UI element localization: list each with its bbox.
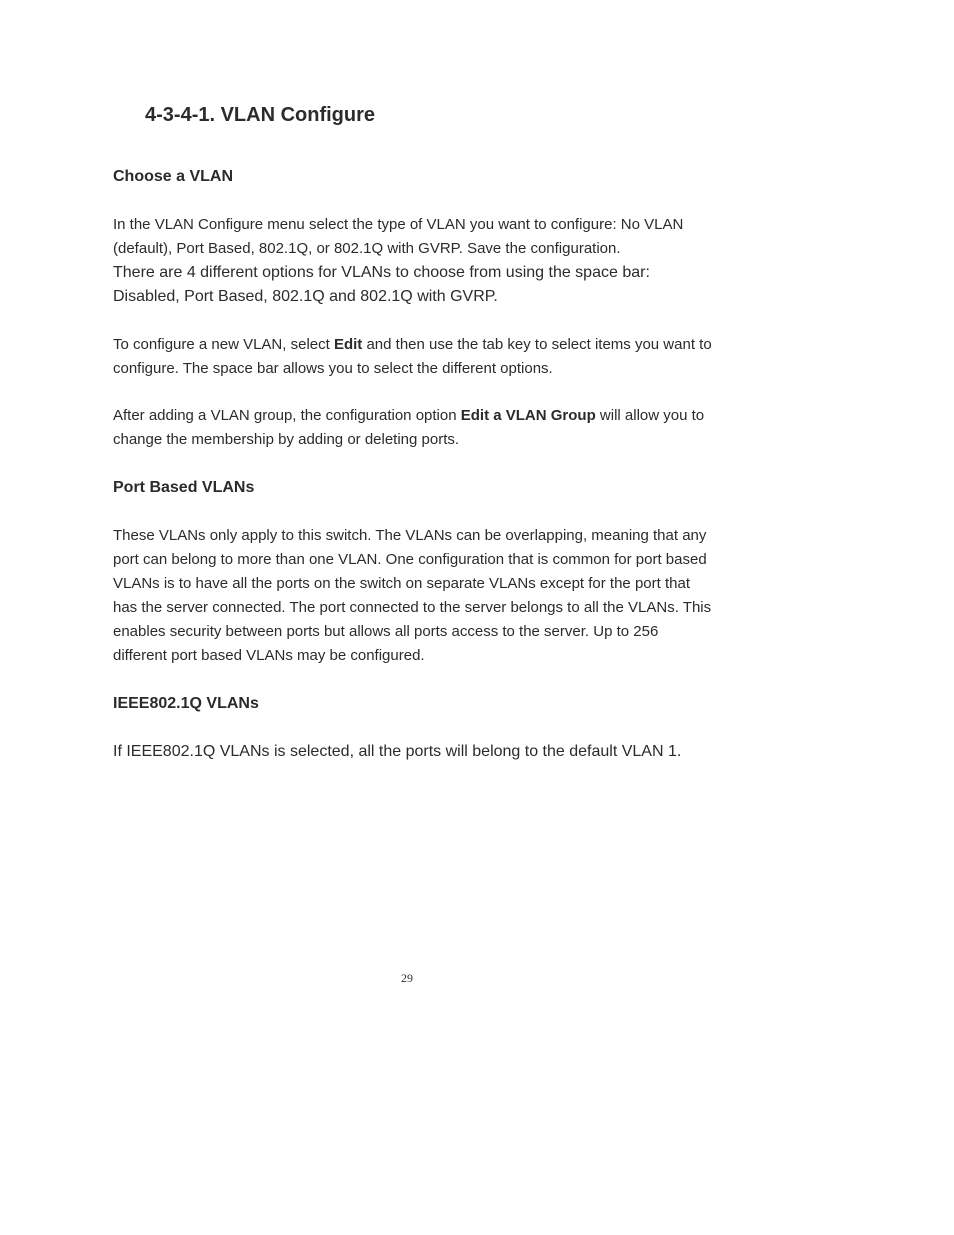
paragraph-vlan-options: There are 4 different options for VLANs to choose from using the space bar: Disabled, Port Based, 802.1Q and 802.1Q with GVRP. (113, 264, 650, 305)
heading-port-based-vlans: Port Based VLANs (113, 479, 255, 496)
text-segment: and then use the tab key to select items you want to configure. The space bar allows you to select the different options. (113, 336, 712, 377)
bold-term-edit: Edit (333, 336, 363, 353)
paragraph-ieee8021q-vlans: If IEEE802.1Q VLANs is selected, all the ports will belong to the default VLAN 1. (113, 743, 682, 760)
text-segment: After adding a VLAN group, the configuration option (113, 407, 461, 424)
paragraph-vlan-configure-menu: In the VLAN Configure menu select the type of VLAN you want to configure: No VLAN (default), Port Based, 802.1Q, or 802.1Q with GVRP. Save the configuration. (113, 216, 684, 257)
paragraph-port-based-vlans: These VLANs only apply to this switch. The VLANs can be overlapping, meaning that any port can belong to more than one VLAN. One configuration that is common for port based VLANs is to have all the ports on the switch on separate VLANs except for the port that has the server connected. The port connected to the server belongs to all the VLANs. This enables security between ports but allows all ports access to the server. Up to 256 different port based VLANs may be configured. (113, 527, 712, 664)
paragraph-edit-vlan-group (113, 404, 713, 452)
page-title: 4-3-4-1. VLAN Configure (145, 104, 376, 126)
heading-ieee8021q-vlans: IEEE802.1Q VLANs (113, 695, 259, 712)
heading-choose-vlan: Choose a VLAN (113, 168, 234, 185)
paragraph-configure-new-vlan (113, 333, 713, 381)
page-number: 29 (401, 971, 413, 985)
text-segment: will allow you to change the membership by adding or deleting ports. (113, 407, 705, 448)
bold-term-edit-vlan-group: Edit a VLAN Group (460, 407, 596, 424)
text-segment: To configure a new VLAN, select (113, 336, 334, 353)
